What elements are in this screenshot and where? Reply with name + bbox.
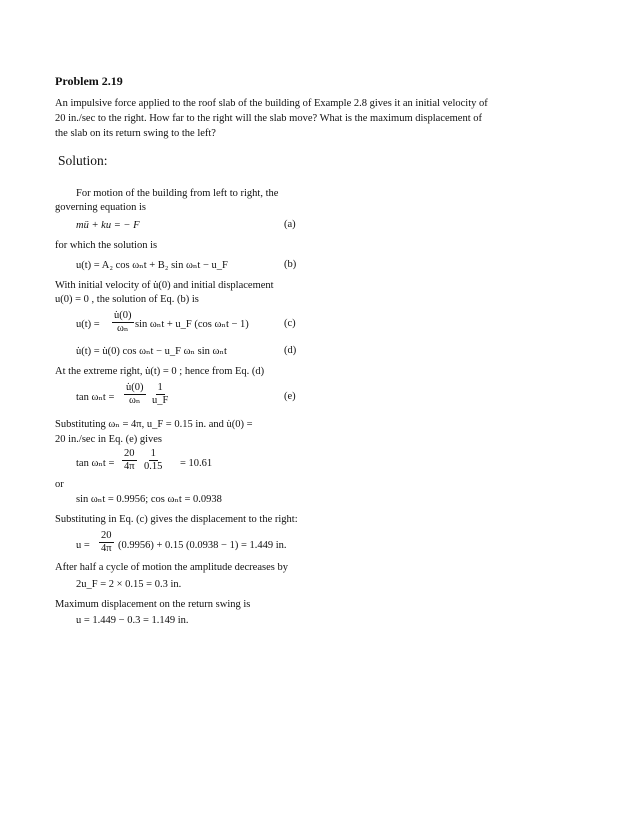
equation-f-rhs: = 10.61	[180, 458, 213, 469]
equation-f-denominator-2: 0.15	[144, 461, 163, 472]
text-substituting-line-1: Substituting ωₙ = 4π, u_F = 0.15 in. and u̇(0) =	[55, 419, 253, 430]
equation-f-lhs: tan ωₙt =	[76, 458, 115, 469]
equation-e-lhs: tan ωₙt =	[76, 392, 115, 403]
text-max-displacement: Maximum displacement on the return swing is	[55, 599, 251, 610]
equation-h-rhs: (0.9956) + 0.15 (0.0938 − 1) = 1.449 in.	[118, 540, 287, 551]
equation-i: 2u_F = 2 × 0.15 = 0.3 in.	[76, 579, 182, 590]
equation-e-fraction-2	[150, 382, 170, 407]
text-or: or	[55, 479, 64, 490]
equation-e-fraction-1	[124, 382, 146, 407]
equation-d: u̇(t) = u̇(0) cos ωₙt − u_F ωₙ sin ωₙt	[76, 346, 227, 357]
equation-c-rhs: sin ωₙt + u_F (cos ωₙt − 1)	[135, 319, 249, 330]
equation-e-denominator-2: u_F	[152, 395, 169, 406]
equation-d-number: (d)	[284, 345, 297, 356]
equation-e-numerator-2: 1	[157, 382, 163, 393]
equation-b: u(t) = A₂ cos ωₙt + B₂ sin ωₙt − u_F	[76, 260, 228, 271]
equation-j: u = 1.449 − 0.3 = 1.149 in.	[76, 615, 189, 626]
text-extreme-right: At the extreme right, u̇(t) = 0 ; hence from Eq. (d)	[55, 366, 265, 377]
equation-h-numerator: 20	[101, 530, 112, 541]
equation-b-number: (b)	[284, 259, 297, 270]
text-substituting-c: Substituting in Eq. (c) gives the displacement to the right:	[55, 514, 298, 525]
equation-f-numerator-1: 20	[124, 448, 135, 459]
statement-line-2: 20 in./sec to the right. How far to the right will the slab move? What is the maximum displacement of	[55, 113, 483, 124]
equation-f-fraction-2	[142, 448, 164, 473]
intro-line-1: For motion of the building from left to right, the	[76, 188, 279, 199]
text-half-cycle: After half a cycle of motion the amplitude decreases by	[55, 562, 288, 573]
equation-c-lhs: u(t) =	[76, 319, 100, 330]
equation-a: mü + ku = − F	[76, 220, 140, 231]
equation-c-number: (c)	[284, 318, 296, 329]
statement-line-3: the slab on its return swing to the left?	[55, 128, 216, 139]
equation-h-denominator: 4π	[101, 543, 112, 554]
equation-f-denominator-1: 4π	[124, 461, 135, 472]
equation-e-number: (e)	[284, 391, 296, 402]
equation-g: sin ωₙt = 0.9956; cos ωₙt = 0.0938	[76, 494, 222, 505]
intro-line-2: governing equation is	[55, 202, 146, 213]
statement-line-1: An impulsive force applied to the roof slab of the building of Example 2.8 gives it an initial velocity of	[55, 98, 488, 109]
text-solution-is: for which the solution is	[55, 240, 158, 251]
text-substituting-line-2: 20 in./sec in Eq. (e) gives	[55, 434, 163, 445]
equation-c-fraction	[112, 310, 134, 335]
equation-h-lhs: u =	[76, 540, 90, 551]
equation-e-denominator-1: ωₙ	[129, 395, 141, 406]
equation-f-numerator-2: 1	[150, 448, 156, 459]
equation-f-fraction-1	[122, 448, 137, 473]
equation-c-numerator: u̇(0)	[114, 310, 132, 321]
equation-a-number: (a)	[284, 219, 296, 230]
problem-title: Problem 2.19	[55, 74, 123, 88]
equation-h-fraction	[99, 530, 114, 555]
equation-e-numerator-1: u̇(0)	[126, 382, 144, 393]
text-initial-line-1: With initial velocity of u̇(0) and initial displacement	[55, 280, 274, 291]
equation-c-denominator: ωₙ	[117, 323, 129, 334]
solution-heading: Solution:	[58, 153, 108, 168]
text-initial-line-2: u(0) = 0 , the solution of Eq. (b) is	[55, 294, 199, 305]
